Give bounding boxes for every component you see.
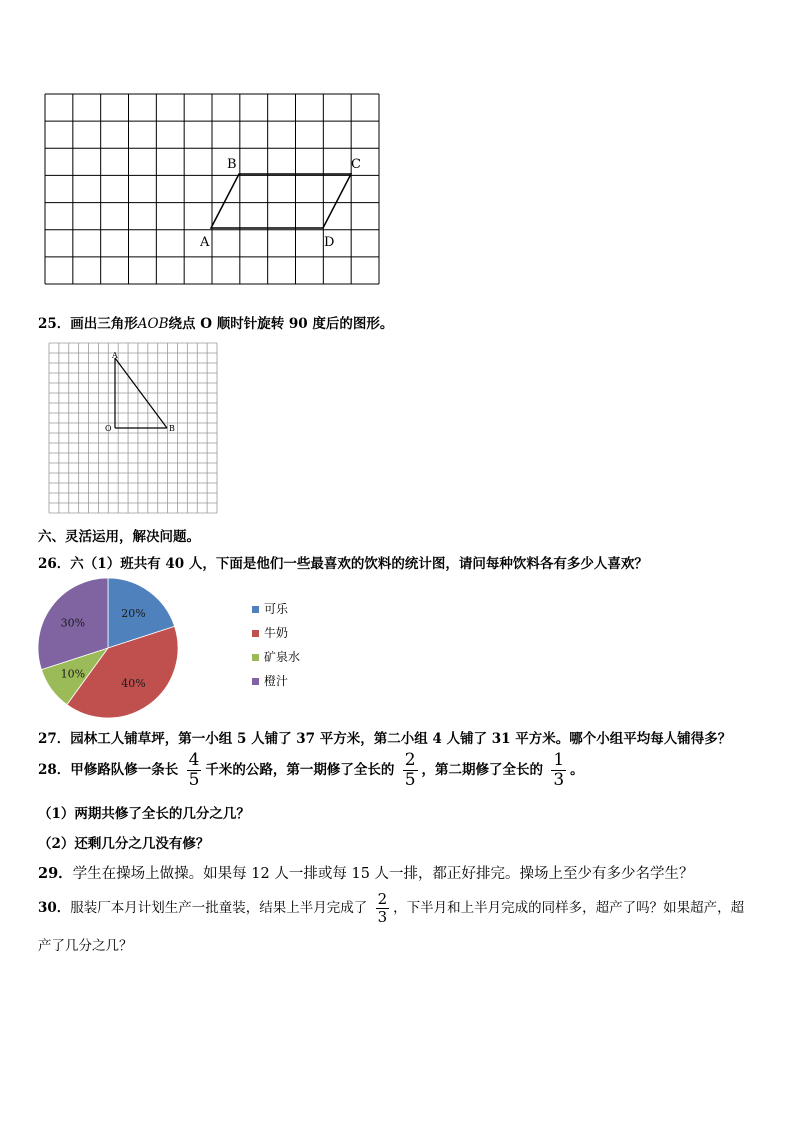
question-28-sub-1: （1）两期共修了全长的几分之几？ xyxy=(38,806,250,822)
question-text: 千米的公路，第一期修了全长的 xyxy=(205,762,395,778)
pie-slices xyxy=(38,578,178,718)
legend-swatch-1 xyxy=(252,606,259,613)
question-number: 30． xyxy=(38,900,71,916)
vertex-label-b: B xyxy=(227,157,237,172)
drink-pie-chart xyxy=(30,572,330,724)
question-26 xyxy=(38,552,648,572)
pie-label-2: 40% xyxy=(121,677,146,691)
point-label-o: O xyxy=(105,424,112,433)
question-text: 学生在操场上做操。如果每 12 人一排或每 15 人一排，都正好排完。操场上至少有多少名学生？ xyxy=(72,866,694,882)
question-25 xyxy=(38,312,393,332)
vertex-label-d: D xyxy=(324,235,335,250)
legend-label-1: 可乐 xyxy=(264,602,289,616)
question-30-line-2: 产了几分之几？ xyxy=(38,938,133,954)
question-28-sub-2: （2）还剩几分之几没有修？ xyxy=(38,836,210,852)
question-text: 画出三角形 xyxy=(70,316,138,332)
question-number: 28． xyxy=(38,762,71,778)
legend-label-2: 牛奶 xyxy=(264,626,289,640)
question-text: 绕点 O 顺时针旋转 90 度后的图形。 xyxy=(168,316,394,332)
question-text: 服装厂本月计划生产一批童装，结果上半月完成了 xyxy=(70,900,368,916)
question-30 xyxy=(38,892,744,925)
grid-lines xyxy=(45,94,379,284)
legend-swatch-3 xyxy=(252,654,259,661)
fraction-2-3: $\frac{2}{3}$ xyxy=(377,890,388,926)
pie-label-4: 30% xyxy=(60,616,86,630)
question-27 xyxy=(38,727,731,747)
pie-label-1: 20% xyxy=(121,606,146,620)
section-6-title: 六、灵活运用，解决问题。 xyxy=(38,529,200,545)
question-number: 26． xyxy=(38,556,71,572)
legend-label-4: 橙汁 xyxy=(264,674,289,688)
math-aob: AOB xyxy=(137,316,169,332)
point-label-b: B xyxy=(169,424,175,433)
question-number: 27． xyxy=(38,731,71,747)
question-number: 25． xyxy=(38,316,71,332)
parallelogram-abcd xyxy=(211,174,351,228)
vertex-label-a: A xyxy=(200,235,210,250)
question-text: 六（1）班共有 40 人，下面是他们一些最喜欢的饮料的统计图，请问每种饮料各有多少人喜欢？ xyxy=(70,556,648,572)
question-text: ，下半月和上半月完成的同样多，超产了吗？如果超产，超 xyxy=(393,900,745,916)
pie-label-3: 10% xyxy=(60,667,86,681)
question-28 xyxy=(38,752,584,789)
question-text: 。 xyxy=(570,762,584,778)
parallelogram-grid-figure xyxy=(44,93,380,285)
question-29 xyxy=(38,862,694,883)
triangle-grid-figure xyxy=(48,342,218,514)
question-number: 29． xyxy=(38,865,73,882)
vertex-label-c: C xyxy=(351,157,361,172)
fraction-2-5: $\frac{2}{5}$ xyxy=(404,750,416,790)
question-text: ，第二期修了全长的 xyxy=(421,762,544,778)
question-text: 甲修路队修一条长 xyxy=(70,762,179,778)
pie-legend xyxy=(252,602,300,688)
fraction-1-3: $\frac{1}{3}$ xyxy=(553,750,565,790)
legend-swatch-2 xyxy=(252,630,259,637)
legend-label-3: 矿泉水 xyxy=(264,650,301,664)
fraction-4-5: $\frac{4}{5}$ xyxy=(188,750,200,790)
point-label-a: A xyxy=(112,351,118,360)
legend-swatch-4 xyxy=(252,678,259,685)
question-text: 园林工人铺草坪，第一小组 5 人铺了 37 平方米，第二小组 4 人铺了 31 平方米。哪个小组平均每人铺得多？ xyxy=(70,731,732,747)
